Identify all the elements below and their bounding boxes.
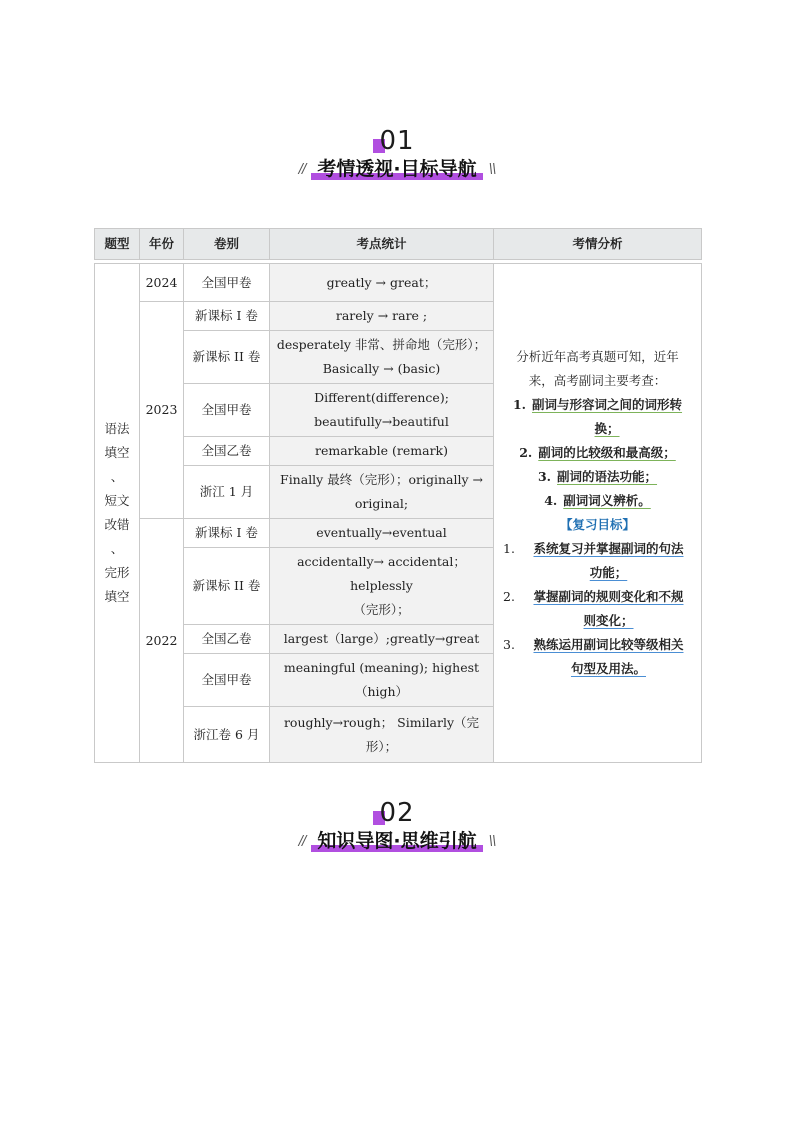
point-cell: desperately 非常、拼命地（完形）； Basically → (basic) xyxy=(270,331,494,384)
section-1-heading xyxy=(0,127,794,181)
point-cell: Different(difference); beautifully→beautiful xyxy=(270,384,494,437)
paper-cell: 浙江 1 月 xyxy=(184,466,270,519)
goal-item: 2. 掌握副词的规则变化和不规 则变化； xyxy=(503,589,684,628)
paper-cell: 全国甲卷 xyxy=(184,384,270,437)
table-row xyxy=(95,264,702,302)
left-slash-deco: // xyxy=(298,161,306,177)
paper-cell: 新课标 I 卷 xyxy=(184,519,270,548)
point-cell: meaningful (meaning); highest （high） xyxy=(270,654,494,707)
left-slash-deco: // xyxy=(298,833,306,849)
question-type-cell: 语法 填空 、 短文 改错 、 完形 填空 xyxy=(95,264,140,763)
paper-cell: 全国乙卷 xyxy=(184,625,270,654)
exam-analysis-table xyxy=(94,228,702,763)
analysis-item: 3. 副词的语法功能； xyxy=(537,469,658,484)
header-paper: 卷别 xyxy=(184,229,270,260)
paper-cell: 新课标 II 卷 xyxy=(184,331,270,384)
paper-cell: 浙江卷 6 月 xyxy=(184,707,270,763)
point-cell: eventually→eventual xyxy=(270,519,494,548)
section-2-heading xyxy=(0,799,794,853)
section-2-number: 02 xyxy=(379,799,414,827)
point-cell: greatly → great； xyxy=(270,264,494,302)
goal-item: 1. 系统复习并掌握副词的句法 功能； xyxy=(503,541,684,580)
section-1-title: 考情透视·目标导航 xyxy=(313,157,480,181)
point-cell: rarely → rare ; xyxy=(270,302,494,331)
review-goal-title: 【复习目标】 xyxy=(559,517,635,532)
header-year: 年份 xyxy=(140,229,184,260)
point-cell: roughly→rough； Similarly（完 形）； xyxy=(270,707,494,763)
header-type: 题型 xyxy=(95,229,140,260)
paper-cell: 全国甲卷 xyxy=(184,654,270,707)
paper-cell: 新课标 II 卷 xyxy=(184,548,270,625)
point-cell: Finally 最终（完形）；originally → original; xyxy=(270,466,494,519)
paper-cell: 全国甲卷 xyxy=(184,264,270,302)
analysis-item: 1. 副词与形容词之间的词形转 换； xyxy=(512,397,683,436)
paper-cell: 新课标 I 卷 xyxy=(184,302,270,331)
right-slash-deco: \\ xyxy=(488,833,496,849)
right-slash-deco: \\ xyxy=(488,161,496,177)
section-2-title: 知识导图·思维引航 xyxy=(313,829,480,853)
paper-cell: 全国乙卷 xyxy=(184,437,270,466)
year-cell: 2024 xyxy=(140,264,184,302)
table-header-row xyxy=(95,229,702,260)
point-cell: largest（large）;greatly→great xyxy=(270,625,494,654)
year-cell: 2023 xyxy=(140,302,184,519)
header-points: 考点统计 xyxy=(270,229,494,260)
analysis-item: 4. 副词词义辨析。 xyxy=(544,493,651,508)
goal-item: 3. 熟练运用副词比较等级相关 句型及用法。 xyxy=(503,637,684,676)
analysis-intro: 分析近年高考真题可知，近年 来，高考副词主要考查： xyxy=(516,349,679,388)
point-cell: remarkable (remark) xyxy=(270,437,494,466)
analysis-item: 2. 副词的比较级和最高级； xyxy=(519,445,676,460)
year-cell: 2022 xyxy=(140,519,184,763)
point-cell: accidentally→ accidental；helplessly （完形）； xyxy=(270,548,494,625)
section-1-number: 01 xyxy=(379,127,414,155)
analysis-cell xyxy=(494,264,702,763)
header-analysis: 考情分析 xyxy=(494,229,702,260)
